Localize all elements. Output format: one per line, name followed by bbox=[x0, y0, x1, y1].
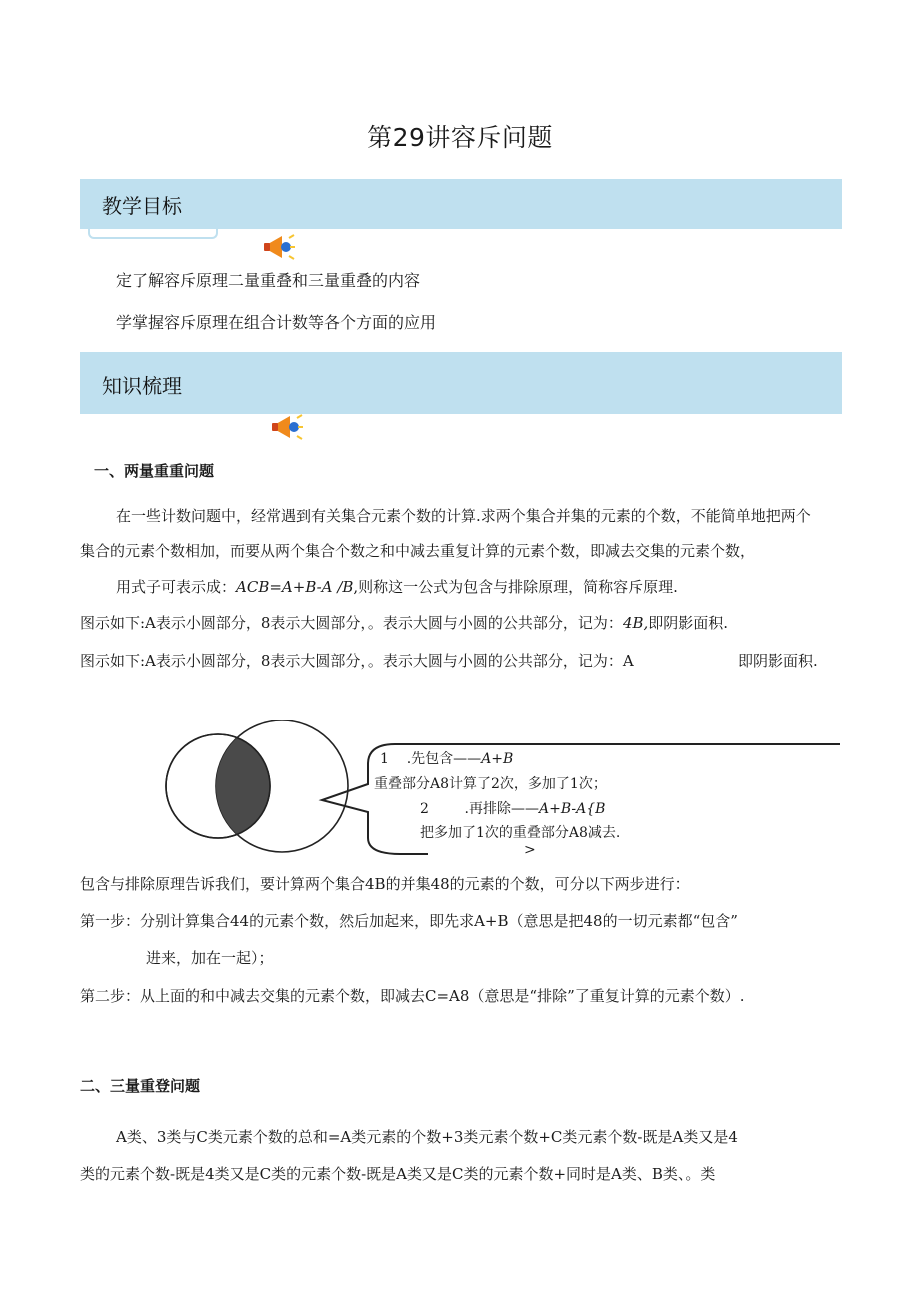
figure-caption-1-end: 即阴影面积. bbox=[648, 614, 729, 632]
figure-caption-1 bbox=[80, 612, 728, 633]
section-label-knowledge: 知识梳理 bbox=[102, 374, 182, 398]
venn-diagram bbox=[160, 720, 850, 870]
callout-step-1 bbox=[380, 748, 513, 768]
step-1-number: 1 bbox=[380, 751, 389, 767]
callout-step-2 bbox=[420, 798, 605, 818]
figure-caption-2-text: 图示如下:A表示小圆部分，8表示大圆部分，。表示大圆与小圆的公共部分，记为：A bbox=[80, 652, 634, 670]
step-2-formula: A+B-A{B bbox=[538, 801, 606, 817]
after-diagram-intro: 包含与排除原理告诉我们，要计算两个集合4B的并集48的元素的个数，可分以下两步进行： bbox=[80, 875, 690, 893]
step-1-formula: A+B bbox=[481, 751, 514, 767]
part2-heading: 二、三量重登问题 bbox=[80, 1077, 201, 1095]
part2-line-2: 类的元素个数-既是4类又是C类的元素个数-既是A类又是C类的元素个数+同时是A类、B类、。类 bbox=[80, 1165, 716, 1183]
page-title: 第29讲容斥问题 bbox=[367, 123, 553, 152]
megaphone-icon bbox=[262, 232, 296, 262]
formula-expression: ACB=A+B-A bbox=[236, 578, 333, 596]
callout-step-1-note: 重叠部分A8计算了2次，多加了1次； bbox=[374, 776, 607, 792]
step-two-line: 第二步：从上面的和中减去交集的元素个数，即减去C=A8（意思是“排除”了重复计算的元素个数）. bbox=[80, 987, 745, 1005]
step-2-number: 2 bbox=[420, 801, 429, 817]
step-one-line-1: 第一步：分别计算集合44的元素个数，然后加起来，即先求A+B（意思是把48的一切元素都“包含” bbox=[80, 912, 738, 930]
figure-caption-1-text: 图示如下:A表示小圆部分，8表示大圆部分，。表示大圆与小圆的公共部分，记为： bbox=[80, 614, 623, 632]
step-1-text: .先包含—— bbox=[406, 751, 482, 767]
goal-item-2: 学掌握容斥原理在组合计数等各个方面的应用 bbox=[116, 313, 437, 332]
step-one-line-2: 进来，加在一起）； bbox=[146, 949, 274, 967]
step-2-text: .再排除—— bbox=[464, 801, 539, 817]
formula-line bbox=[116, 576, 678, 597]
formula-suffix: ,则称这一公式为包含与排除原理，简称容斥原理. bbox=[353, 578, 678, 596]
formula-prefix: 用式子可表示成： bbox=[116, 578, 237, 596]
formula-middle: /B bbox=[337, 578, 354, 596]
part1-para-line-1: 在一些计数问题中，经常遇到有关集合元素个数的计算.求两个集合并集的元素的个数，不能简单地把两个 bbox=[116, 507, 811, 525]
section-label-goals: 教学目标 bbox=[102, 194, 182, 218]
figure-caption-2-end: 即阴影面积. bbox=[738, 652, 818, 670]
callout-step-2-note: 把多加了1次的重叠部分A8减去. bbox=[420, 825, 621, 841]
megaphone-icon bbox=[270, 412, 304, 442]
part2-line-1: A类、3类与C类元素个数的总和=A类元素的个数+3类元素个数+C类元素个数-既是A类又是4 bbox=[116, 1128, 738, 1146]
figure-caption-2 bbox=[80, 650, 634, 671]
part1-heading: 一、两量重重问题 bbox=[94, 462, 215, 480]
section-band-knowledge bbox=[80, 352, 842, 414]
part1-para-line-2: 集合的元素个数相加，而要从两个集合个数之和中减去重复计算的元素个数，即减去交集的元素个数， bbox=[80, 542, 756, 560]
goal-item-1: 定了解容斥原理二量重叠和三量重叠的内容 bbox=[116, 271, 421, 290]
figure-caption-1-symbol: 4B, bbox=[622, 614, 649, 632]
section-band-goals bbox=[80, 179, 842, 229]
callout-arrow: > bbox=[524, 842, 536, 858]
band-tab-decoration bbox=[88, 227, 218, 239]
